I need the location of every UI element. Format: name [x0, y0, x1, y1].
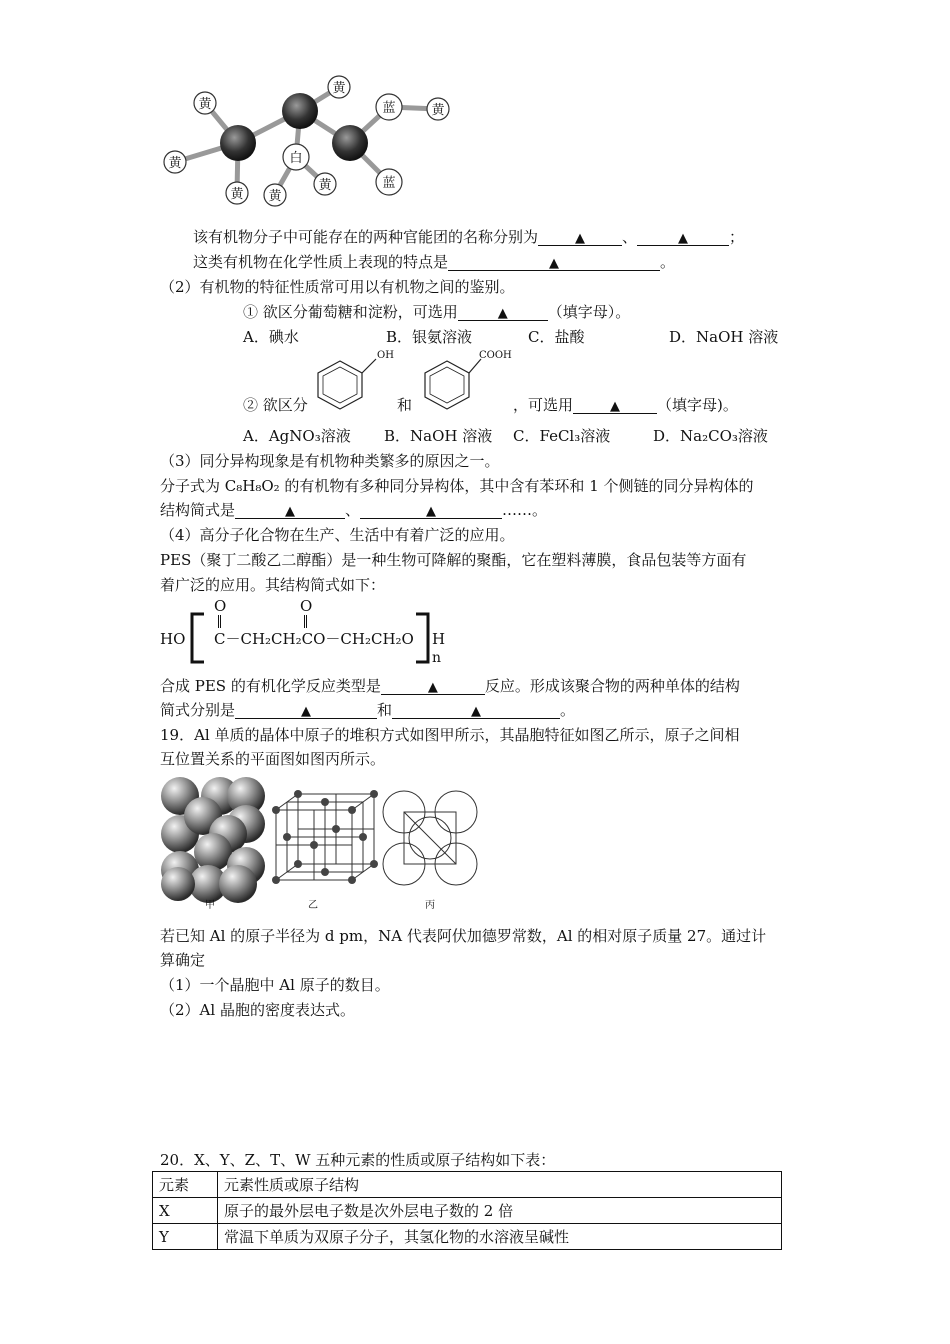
- option: B．NaOH 溶液: [384, 427, 493, 445]
- text: （填字母）。: [547, 303, 631, 321]
- atom-label: 黄: [230, 187, 244, 202]
- element-table: [152, 1171, 782, 1250]
- q18-p3-line2: [160, 500, 547, 520]
- text: ；: [729, 228, 745, 246]
- formula-carbonyl-o1: O: [214, 597, 227, 615]
- left-bracket: [188, 612, 208, 664]
- q18-p1-line1: [193, 227, 744, 247]
- text: 和: [377, 701, 393, 719]
- q18-p4-q1: [160, 676, 740, 696]
- text: 。: [660, 253, 676, 271]
- double-bond: [218, 615, 221, 628]
- right-bracket: [412, 612, 432, 664]
- formula-n: n: [432, 650, 442, 666]
- text: 。: [560, 701, 576, 719]
- q18-p4-line1: PES（聚丁二酸乙二醇酯）是一种生物可降解的聚酯，它在塑料薄膜，食品包装等方面有: [160, 551, 747, 569]
- table-cell: 常温下单质为双原子分子，其氢化物的水溶液呈碱性: [218, 1224, 782, 1250]
- atom-label: 黄: [198, 97, 212, 112]
- fig-planar-bing: [380, 786, 482, 914]
- fig-label: 乙: [308, 900, 318, 911]
- text: 简式分别是: [160, 701, 236, 719]
- formula-carbonyl-o2: O: [300, 597, 313, 615]
- oh-label: OH: [377, 350, 394, 361]
- atom-label: 白: [289, 151, 303, 166]
- answer-blank[interactable]: [235, 502, 345, 519]
- text: ……。: [502, 501, 548, 519]
- q18-p4-head: （4）高分子化合物在生产、生活中有着广泛的应用。: [160, 526, 515, 544]
- fig-label: 甲: [205, 900, 215, 911]
- table-header-cell: 元素: [153, 1172, 218, 1198]
- q19-line2: 互位置关系的平面图如图丙所示。: [160, 750, 386, 768]
- carbon-atom: [332, 125, 368, 161]
- triangle-marker: ▲: [678, 231, 689, 246]
- q18-p2-q2-a: ② 欲区分: [243, 396, 308, 414]
- table-row: [153, 1224, 782, 1250]
- formula-body: C－CH₂CH₂CO－CH₂CH₂O: [214, 630, 414, 648]
- q19-line3: 若已知 Al 的原子半径为 d pm，NA 代表阿伏加德罗常数，Al 的相对原子质量 27。通过计: [160, 927, 767, 945]
- text: ，可选用: [513, 396, 574, 414]
- q19-sub2: （2）Al 晶胞的密度表达式。: [160, 1001, 355, 1019]
- text: 结构简式是: [160, 501, 236, 519]
- fig-label: 丙: [425, 900, 435, 911]
- table-header-cell: 元素性质或原子结构: [218, 1172, 782, 1198]
- triangle-marker: ▲: [471, 704, 482, 719]
- text: 该有机物分子中可能存在的两种官能团的名称分别为: [193, 228, 539, 246]
- q18-p3-head: （3）同分异构现象是有机物种类繁多的原因之一。: [160, 452, 500, 470]
- answer-blank[interactable]: [538, 229, 622, 246]
- atom-label: 黄: [268, 189, 282, 204]
- formula-h: H: [432, 630, 446, 648]
- triangle-marker: ▲: [610, 399, 621, 414]
- table-cell: Y: [153, 1224, 218, 1250]
- option: D．Na₂CO₃溶液: [653, 427, 768, 445]
- answer-blank[interactable]: [458, 304, 548, 321]
- q18-p2-q2-and: 和: [397, 396, 413, 414]
- table-header-row: [153, 1172, 782, 1198]
- q19-line4: 算确定: [160, 951, 206, 969]
- triangle-marker: ▲: [427, 680, 438, 695]
- answer-blank[interactable]: [637, 229, 729, 246]
- table-cell: X: [153, 1198, 218, 1224]
- table-row: [153, 1198, 782, 1224]
- phenol-structure: [310, 345, 394, 410]
- q18-p2-head: （2）有机物的特征性质常可用以有机物之间的鉴别。: [160, 278, 515, 296]
- answer-blank[interactable]: [360, 502, 502, 519]
- q18-p1-line2: [193, 252, 675, 272]
- formula-ho: HO: [160, 630, 186, 648]
- option: A．AgNO₃溶液: [243, 427, 351, 445]
- text: ① 欲区分葡萄糖和淀粉，可选用: [243, 303, 458, 321]
- option: C．盐酸: [528, 328, 585, 346]
- atom-label: 蓝: [382, 101, 396, 116]
- text: （填字母)。: [657, 396, 738, 414]
- text: 反应。形成该聚合物的两种单体的结构: [484, 677, 740, 695]
- text: 、: [622, 228, 638, 246]
- option: B．银氨溶液: [386, 328, 473, 346]
- answer-blank[interactable]: [392, 702, 560, 719]
- option: C．FeCl₃溶液: [513, 427, 611, 445]
- atom-label: 黄: [332, 81, 346, 96]
- triangle-marker: ▲: [575, 231, 586, 246]
- answer-blank[interactable]: [235, 702, 377, 719]
- atom-label: 蓝: [382, 176, 396, 191]
- text: 、: [345, 501, 361, 519]
- fig-unit-cell-yi: [268, 790, 378, 914]
- q18-p4-line2: 着广泛的应用。其结构简式如下：: [160, 576, 386, 594]
- atom-label: 黄: [431, 103, 445, 118]
- text: 合成 PES 的有机化学反应类型是: [160, 677, 381, 695]
- carbon-atom: [282, 93, 318, 129]
- triangle-marker: ▲: [426, 504, 437, 519]
- answer-blank[interactable]: [448, 254, 660, 271]
- triangle-marker: ▲: [285, 504, 296, 519]
- q19-sub1: （1）一个晶胞中 Al 原子的数目。: [160, 976, 390, 994]
- q18-p3-line1: 分子式为 C₈H₈O₂ 的有机物有多种同分异构体，其中含有苯环和 1 个侧链的同分异构体的: [160, 477, 754, 495]
- pes-formula: [160, 596, 460, 668]
- option: D．NaOH 溶液: [669, 328, 779, 346]
- triangle-marker: ▲: [497, 306, 508, 321]
- q19-line1: 19．Al 单质的晶体中原子的堆积方式如图甲所示，其晶胞特征如图乙所示，原子之间相: [160, 726, 740, 744]
- table-cell: 原子的最外层电子数是次外层电子数的 2 倍: [218, 1198, 782, 1224]
- double-bond: [304, 615, 307, 628]
- q18-p4-q2: [160, 700, 575, 720]
- q18-p2-q1: [243, 302, 630, 322]
- atom-label: 黄: [318, 178, 332, 193]
- answer-blank[interactable]: [381, 678, 485, 695]
- cooh-label: COOH: [479, 350, 512, 361]
- q20-head: 20．X、Y、Z、T、W 五种元素的性质或原子结构如下表：: [160, 1151, 556, 1169]
- atom-label: 黄: [168, 156, 182, 171]
- text: 这类有机物在化学性质上表现的特点是: [193, 253, 449, 271]
- triangle-marker: ▲: [549, 256, 560, 271]
- option: A．碘水: [243, 328, 299, 346]
- benzoic-acid-structure: [415, 345, 525, 410]
- answer-blank[interactable]: [573, 397, 657, 414]
- fig-packing-jia: [158, 774, 266, 914]
- triangle-marker: ▲: [301, 704, 312, 719]
- q18-p2-q2: [513, 395, 738, 415]
- carbon-atom: [220, 125, 256, 161]
- molecule-model: [150, 70, 460, 210]
